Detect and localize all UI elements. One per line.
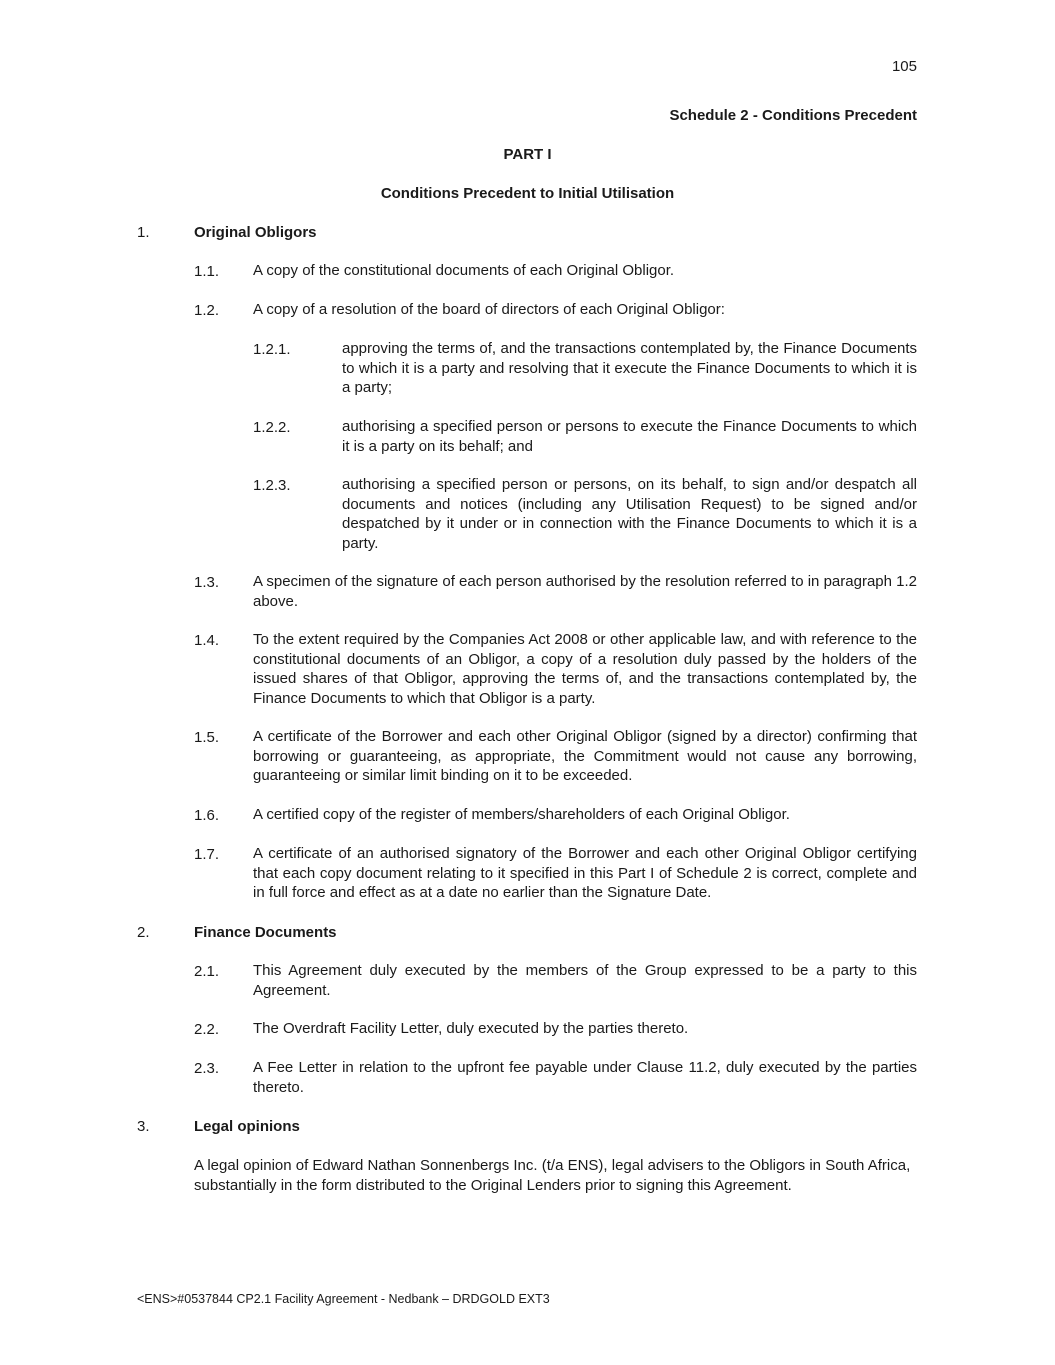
- item-number: 1.3.: [194, 574, 220, 591]
- subitem-text: authorising a specified person or persons to execute the Finance Documents to which it is a party on its behalf; and: [342, 418, 917, 455]
- item-text: A certificate of an authorised signatory of the Borrower and each other Original Obligor certifying that each copy document relating to it specified in this Part I of Schedule 2 is correct, complete and in full force and effect as at a date no earlier than the Signature Date.: [253, 845, 917, 901]
- subitem-text: approving the terms of, and the transactions contemplated by, the Finance Documents to which it is a party and resolving that it execute the Finance Documents to which it is a party;: [342, 340, 917, 396]
- item-number: 1.1.: [194, 263, 220, 280]
- item-number: 2.3.: [194, 1060, 220, 1077]
- item-text: A certified copy of the register of members/shareholders of each Original Obligor.: [253, 806, 790, 823]
- item-text: A certificate of the Borrower and each other Original Obligor (signed by a director) confirming that borrowing or guaranteeing, as appropriate, the Commitment would not cause any borrowing, guaranteeing or similar limit binding on it to be exceeded.: [253, 728, 917, 784]
- subitem-number: 1.2.3.: [253, 477, 291, 494]
- item-text: To the extent required by the Companies Act 2008 or other applicable law, and with reference to the constitutional documents of an Obligor, a copy of a resolution duly passed by the holders of the issued shares of that Obligor, approving the terms of, and the transactions contemplated by, the Finance Documents to which that Obligor is a party.: [253, 631, 917, 707]
- document-footer: <ENS>#0537844 CP2.1 Facility Agreement - Nedbank – DRDGOLD EXT3: [137, 1292, 550, 1306]
- item-number: 1.4.: [194, 632, 220, 649]
- section-subtitle: Conditions Precedent to Initial Utilisation: [380, 185, 675, 202]
- item-text: This Agreement duly executed by the members of the Group expressed to be a party to this Agreement.: [253, 962, 917, 999]
- item-number: 1.7.: [194, 846, 220, 863]
- section-title: Original Obligors: [194, 224, 317, 241]
- schedule-title: Schedule 2 - Conditions Precedent: [669, 107, 917, 124]
- item-number: 1.2.: [194, 302, 220, 319]
- item-number: 2.2.: [194, 1021, 220, 1038]
- subitem-text: authorising a specified person or persons, on its behalf, to sign and/or despatch all documents and notices (including any Utilisation Request) to be signed and/or despatched by it under or in connection with the Finance Documents to which it is a party.: [342, 476, 917, 552]
- item-text: A Fee Letter in relation to the upfront fee payable under Clause 11.2, duly executed by the parties thereto.: [253, 1059, 917, 1096]
- section-title: Legal opinions: [194, 1118, 300, 1135]
- section-title: Finance Documents: [194, 924, 337, 941]
- item-text: A copy of the constitutional documents of each Original Obligor.: [253, 262, 675, 279]
- section-number: 2.: [137, 924, 150, 941]
- part-title: PART I: [503, 146, 552, 163]
- item-number: 1.6.: [194, 807, 220, 824]
- subitem-number: 1.2.1.: [253, 341, 291, 358]
- item-number: 1.5.: [194, 729, 220, 746]
- page-number: 105: [891, 58, 917, 75]
- section-paragraph: A legal opinion of Edward Nathan Sonnenbergs Inc. (t/a ENS), legal advisers to the Obligors in South Africa, substantially in the form distributed to the Original Lenders prior to signing this Agreement.: [194, 1157, 911, 1194]
- item-text: A specimen of the signature of each person authorised by the resolution referred to in paragraph 1.2 above.: [253, 573, 917, 610]
- item-number: 2.1.: [194, 963, 220, 980]
- subitem-number: 1.2.2.: [253, 419, 291, 436]
- section-number: 1.: [137, 224, 150, 241]
- item-text: A copy of a resolution of the board of directors of each Original Obligor:: [253, 301, 725, 318]
- item-text: The Overdraft Facility Letter, duly executed by the parties thereto.: [253, 1020, 689, 1037]
- section-number: 3.: [137, 1118, 150, 1135]
